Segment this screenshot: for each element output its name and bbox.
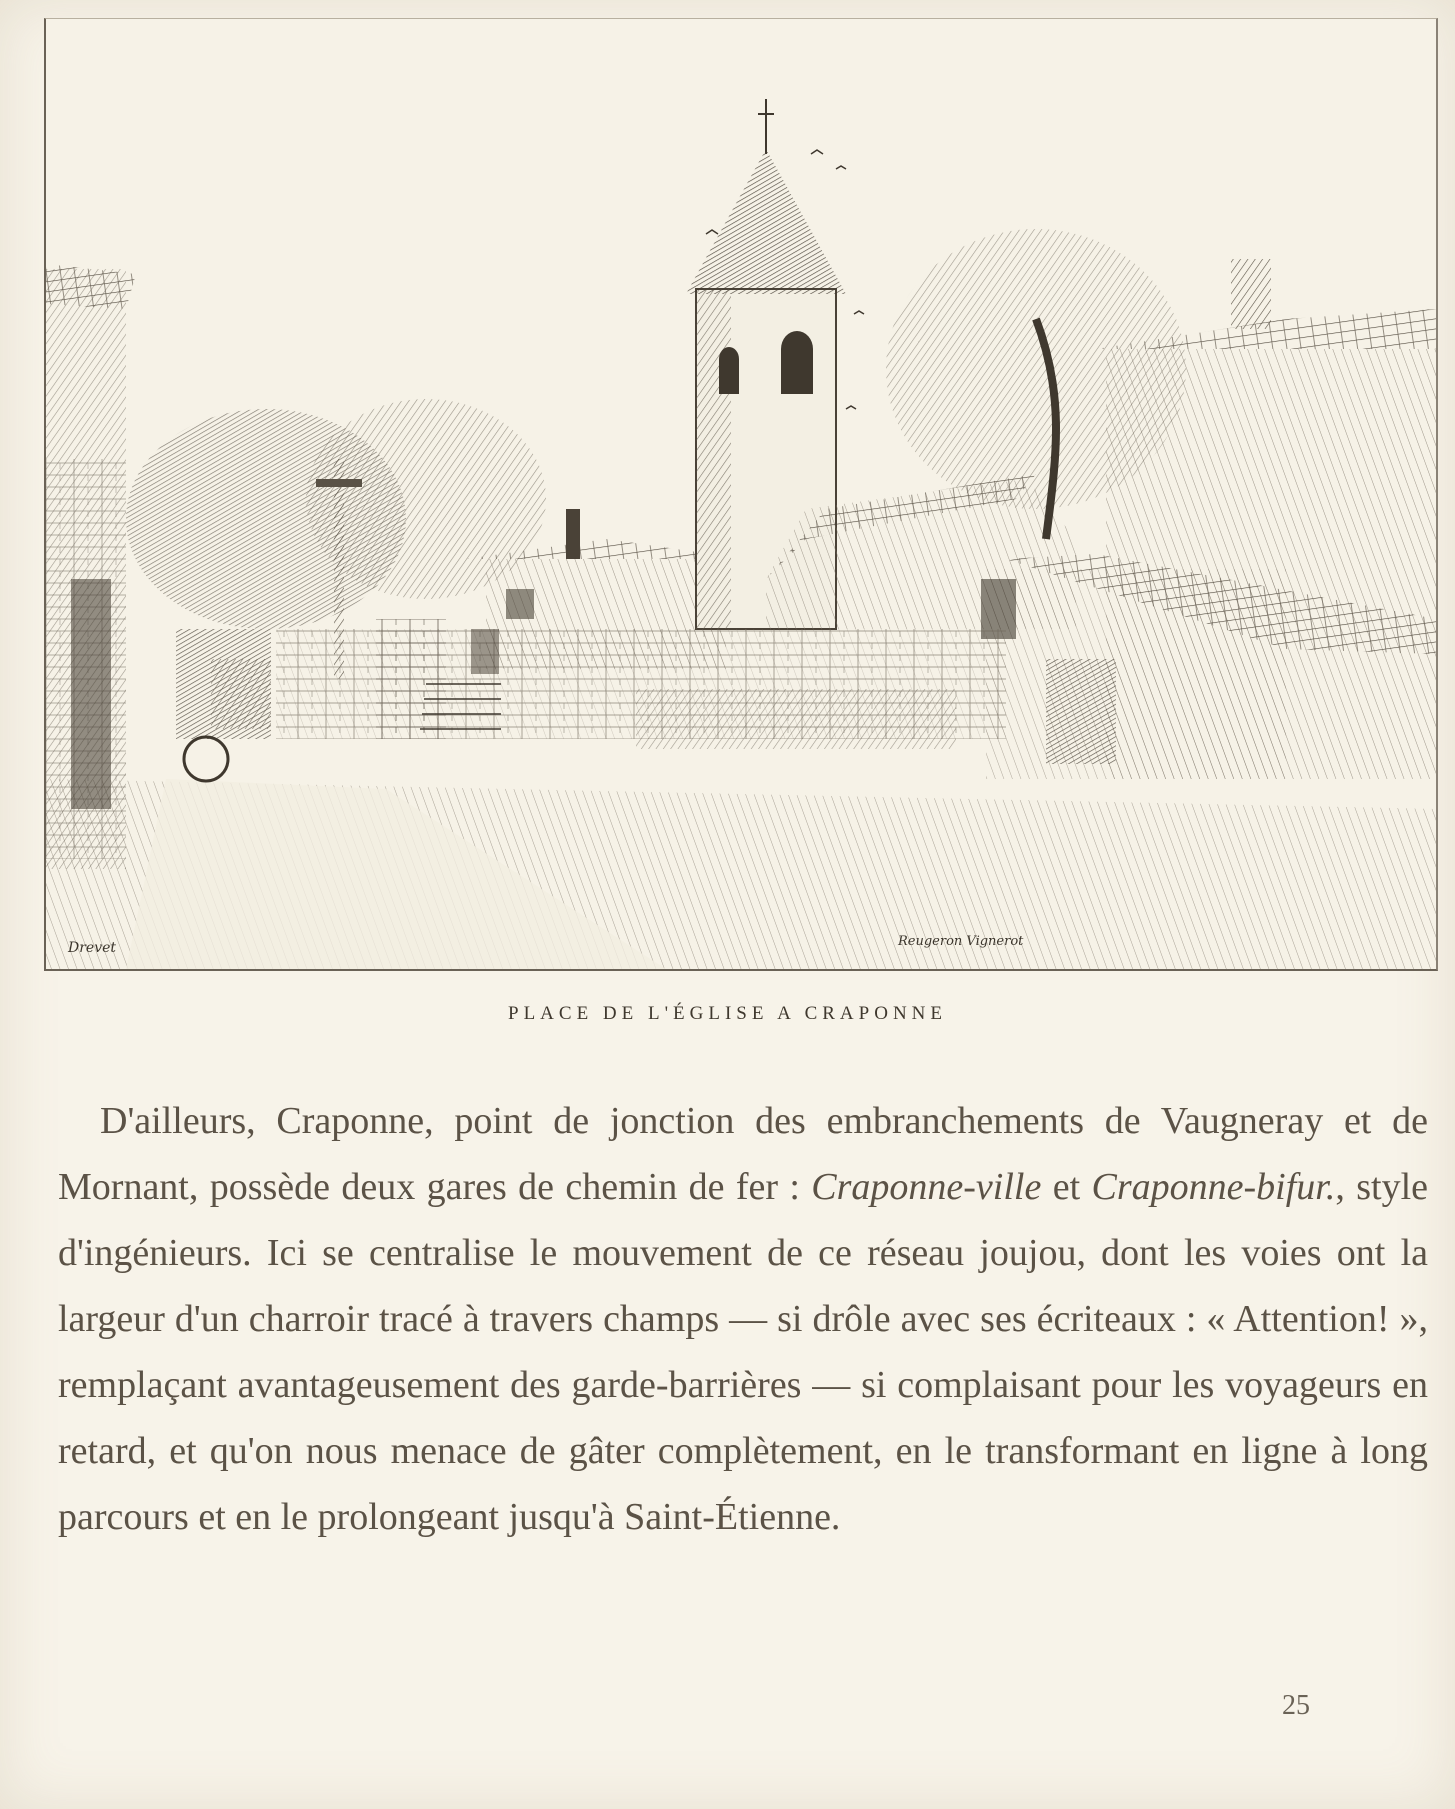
artist-signature: Drevet xyxy=(68,940,117,956)
body-text xyxy=(58,1088,1428,1550)
illustration-caption: PLACE DE L'ÉGLISE A CRAPONNE xyxy=(508,1003,947,1024)
station-name-bifur: Craponne-bifur. xyxy=(1091,1166,1336,1208)
engraving-drawing xyxy=(46,19,1436,969)
church-square-engraving xyxy=(44,18,1438,971)
page-number: 25 xyxy=(1282,1690,1310,1721)
paragraph xyxy=(58,1088,1428,1550)
paragraph-text-3: , style d'ingénieurs. Ici se centralise le mouvement de ce réseau joujou, dont les voies ont la largeur d'un charroir tracé à travers champs — si drôle avec ses écriteaux : « Attention! », remplaçant avantageusement des garde-barrières — si complaisant pour les voyageurs en retard, et qu'on nous menace de gâter complètement, en le transformant en ligne à long parcours et en le prolongeant jusqu'à Saint-Étienne. xyxy=(58,1166,1428,1538)
paragraph-text-1: D'ailleurs, Craponne, point de jonction des embranchements de Vaugneray et de Mornant, possède deux gares de chemin de fer : xyxy=(58,1100,1428,1208)
engraver-signature: Reugeron Vignerot xyxy=(898,934,1024,949)
station-name-ville: Craponne-ville xyxy=(811,1166,1042,1208)
paragraph-text-2: et xyxy=(1041,1166,1092,1208)
